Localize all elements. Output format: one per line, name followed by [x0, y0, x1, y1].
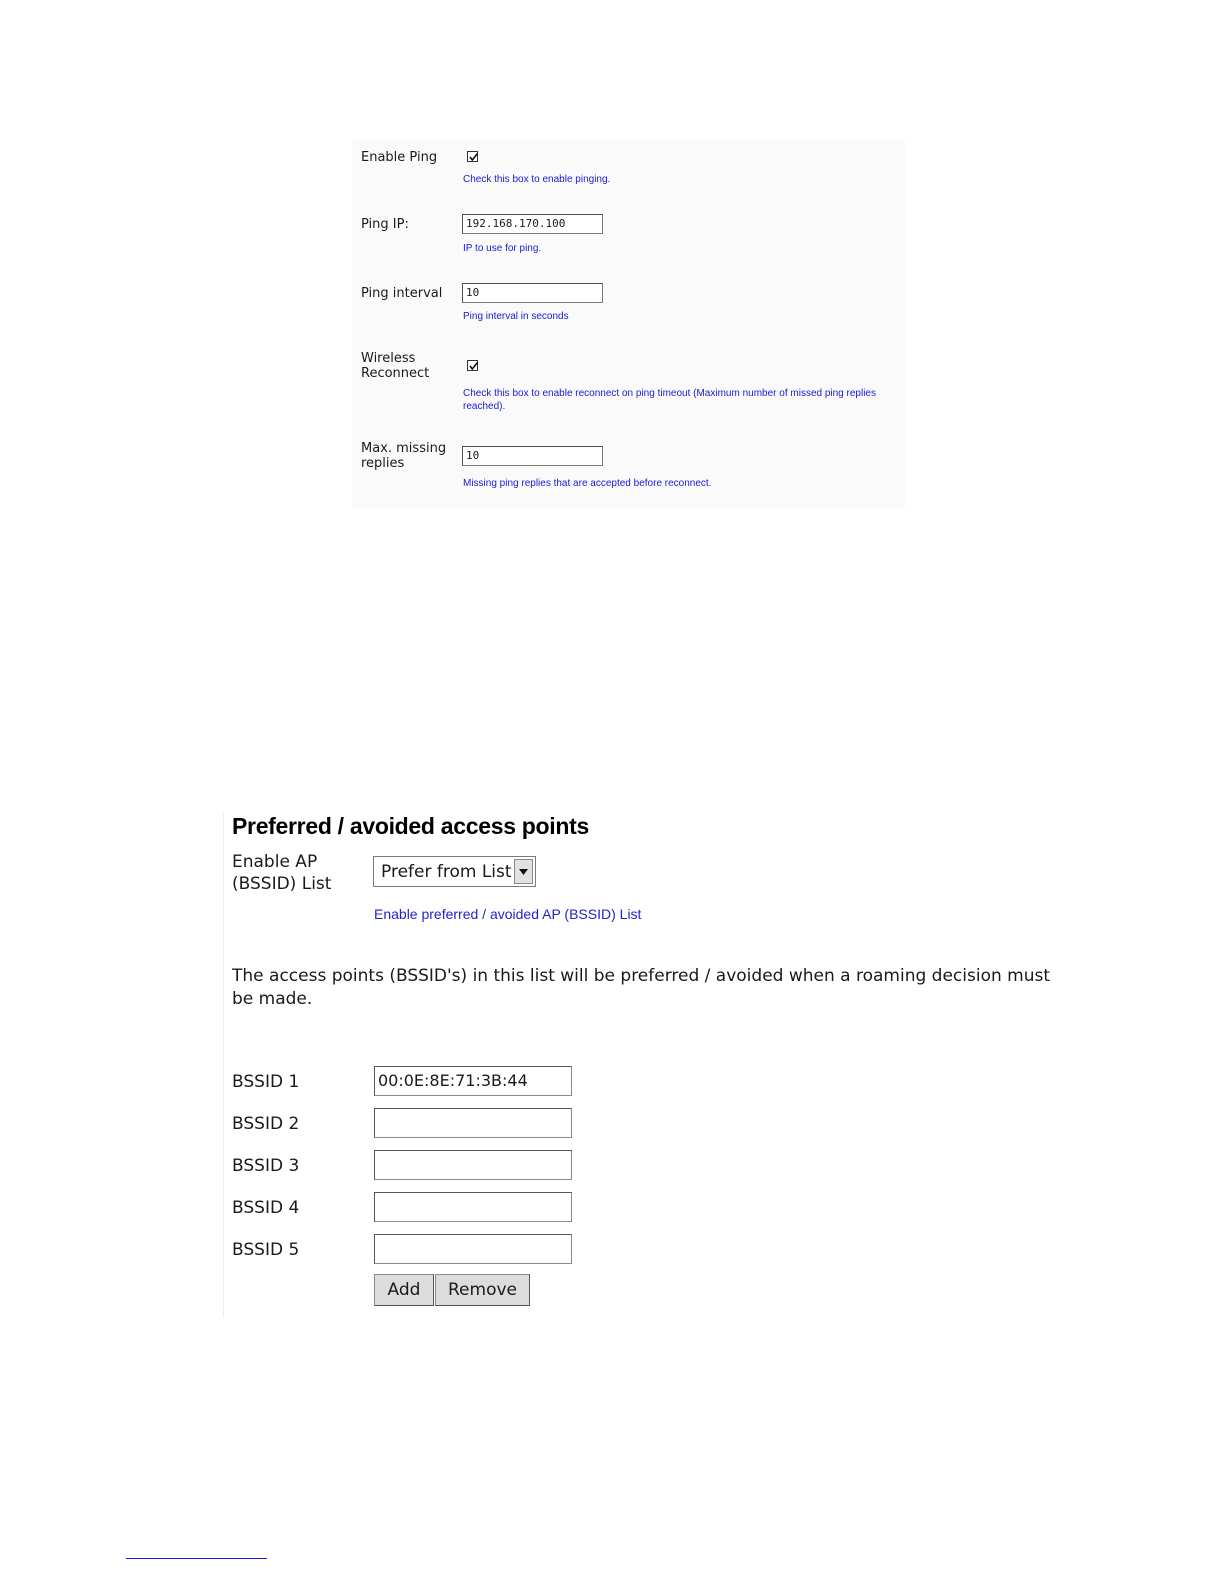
bssid-2-input[interactable] — [374, 1108, 572, 1138]
enable-ap-list-help: Enable preferred / avoided AP (BSSID) List — [374, 906, 642, 922]
remove-button[interactable]: Remove — [435, 1274, 530, 1306]
ping-ip-label: Ping IP: — [361, 217, 409, 232]
bssid-2-label: BSSID 2 — [232, 1114, 300, 1134]
bssid-1-label: BSSID 1 — [232, 1072, 300, 1092]
max-missing-label-line2: replies — [361, 456, 405, 471]
checkmark-icon — [468, 152, 479, 163]
bssid-4-input[interactable] — [374, 1192, 572, 1222]
ping-interval-input[interactable]: 10 — [462, 283, 603, 303]
ap-panel-left-border — [223, 812, 224, 1318]
bssid-3-label: BSSID 3 — [232, 1156, 300, 1176]
bssid-1-input[interactable]: 00:0E:8E:71:3B:44 — [374, 1066, 572, 1096]
enable-ap-list-label-line2: (BSSID) List — [232, 874, 332, 894]
enable-ap-list-label-line1: Enable AP — [232, 852, 318, 872]
max-missing-input[interactable]: 10 — [462, 446, 603, 466]
max-missing-label — [361, 441, 446, 471]
ping-interval-label: Ping interval — [361, 286, 443, 301]
bssid-3-input[interactable] — [374, 1150, 572, 1180]
ap-list-description: The access points (BSSID's) in this list will be preferred / avoided when a roaming decision must be made. — [232, 966, 1051, 1009]
dropdown-arrow-button[interactable] — [514, 859, 533, 884]
bssid-4-label: BSSID 4 — [232, 1198, 300, 1218]
enable-ping-help: Check this box to enable pinging. — [463, 174, 611, 185]
ping-ip-input[interactable]: 192.168.170.100 — [462, 214, 603, 234]
wireless-reconnect-checkbox[interactable] — [467, 360, 478, 371]
footnote-separator — [126, 1558, 267, 1559]
add-button[interactable]: Add — [374, 1274, 434, 1306]
ping-interval-help: Ping interval in seconds — [463, 311, 569, 322]
chevron-down-icon — [515, 860, 532, 883]
wireless-reconnect-label-line1: Wireless — [361, 351, 416, 366]
enable-ap-list-selected: Prefer from List — [381, 862, 512, 882]
enable-ap-list-select[interactable] — [373, 856, 536, 887]
max-missing-label-line1: Max. missing — [361, 441, 447, 456]
max-missing-help: Missing ping replies that are accepted before reconnect. — [463, 478, 712, 489]
wireless-reconnect-help: Check this box to enable reconnect on ping timeout (Maximum number of missed ping replies reached). — [463, 388, 876, 412]
checkmark-icon — [468, 361, 479, 372]
enable-ping-checkbox[interactable] — [467, 151, 478, 162]
enable-ping-label: Enable Ping — [361, 150, 438, 165]
ap-section-title: Preferred / avoided access points — [232, 813, 589, 839]
wireless-reconnect-label-line2: Reconnect — [361, 366, 430, 381]
ping-ip-help: IP to use for ping. — [463, 243, 542, 254]
bssid-5-label: BSSID 5 — [232, 1240, 300, 1260]
bssid-5-input[interactable] — [374, 1234, 572, 1264]
enable-ap-list-label — [232, 851, 331, 895]
wireless-reconnect-label — [361, 351, 429, 381]
